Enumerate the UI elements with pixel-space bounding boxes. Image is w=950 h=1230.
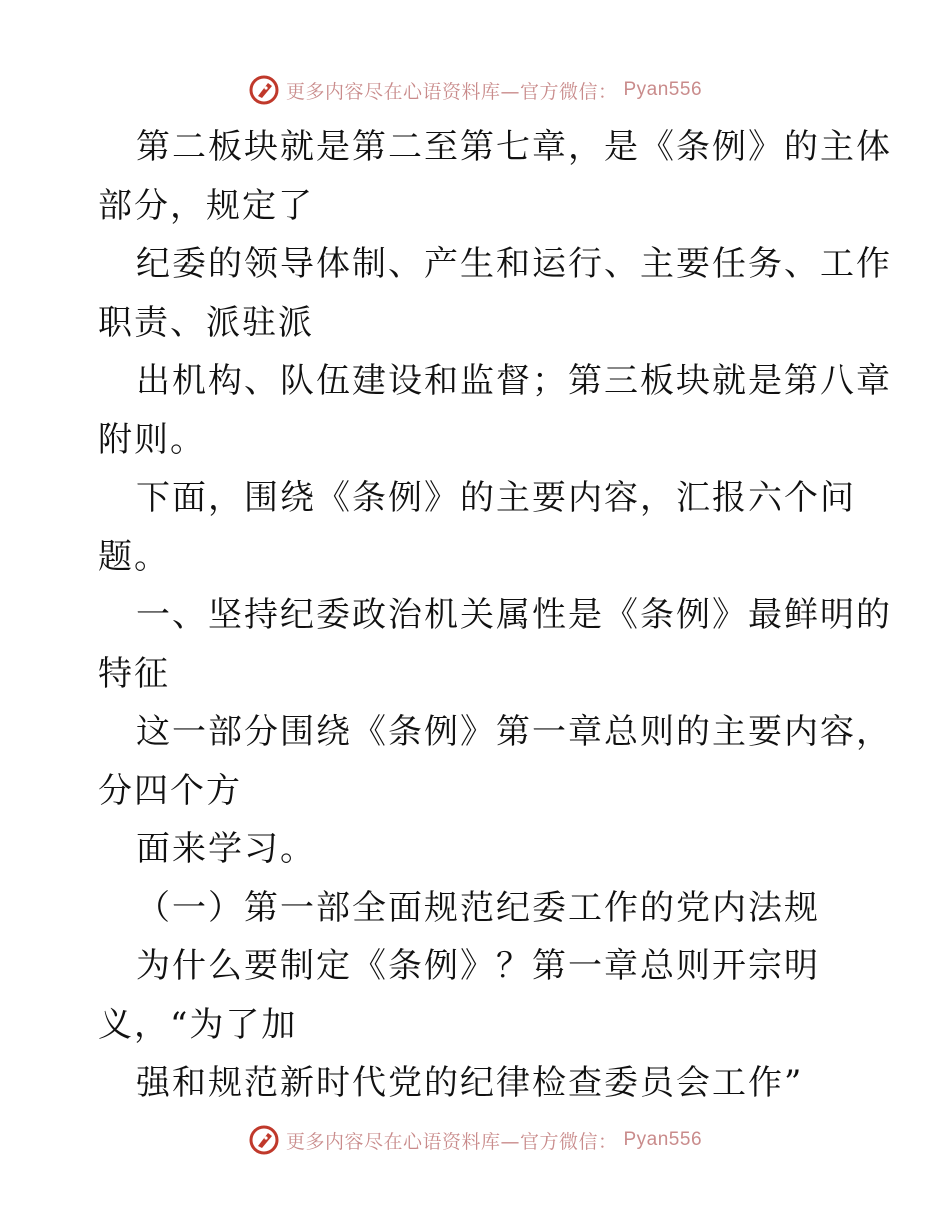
document-body bbox=[98, 118, 892, 1113]
text-line: 强和规范新时代党的纪律检查委员会工作” bbox=[136, 1063, 804, 1103]
section-heading: 一、坚持纪委政治机关属性是《条例》最鲜明的 bbox=[136, 595, 892, 635]
watermark-wechat-id: Pyan556 bbox=[623, 79, 703, 100]
text-line: 面来学习。 bbox=[136, 829, 316, 869]
subsection-heading: （一）第一部全面规范纪委工作的党内法规 bbox=[136, 887, 820, 928]
text-line: 这一部分围绕《条例》第一章总则的主要内容， bbox=[136, 712, 892, 752]
text-line: 第二板块就是第二至第七章，是《条例》的主体 bbox=[136, 127, 892, 167]
text-line: 为什么要制定《条例》？第一章总则开宗明 bbox=[136, 946, 820, 986]
text-line: 题。 bbox=[98, 536, 170, 577]
footer-watermark bbox=[0, 1120, 950, 1160]
text-line: 部分，规定了 bbox=[98, 185, 314, 226]
watermark-text: 更多内容尽在心语资料库—官方微信： bbox=[285, 80, 618, 103]
text-line: 分四个方 bbox=[98, 770, 242, 811]
text-line: 出机构、队伍建设和监督；第三板块就是第八章 bbox=[136, 361, 892, 401]
watermark-wechat-id: Pyan556 bbox=[623, 1129, 703, 1150]
text-line: 下面，围绕《条例》的主要内容，汇报六个问 bbox=[136, 478, 856, 518]
text-line: 附则。 bbox=[98, 419, 206, 460]
section-heading-continued: 特征 bbox=[98, 653, 170, 694]
pen-nib-logo-icon bbox=[248, 1124, 280, 1156]
pen-nib-logo-icon bbox=[248, 74, 280, 106]
watermark-text: 更多内容尽在心语资料库—官方微信： bbox=[285, 1130, 618, 1153]
text-line: 纪委的领导体制、产生和运行、主要任务、工作 bbox=[136, 244, 892, 284]
header-watermark bbox=[0, 70, 950, 110]
text-line: 职责、派驻派 bbox=[98, 302, 314, 343]
text-line: 义，“为了加 bbox=[98, 1004, 298, 1045]
